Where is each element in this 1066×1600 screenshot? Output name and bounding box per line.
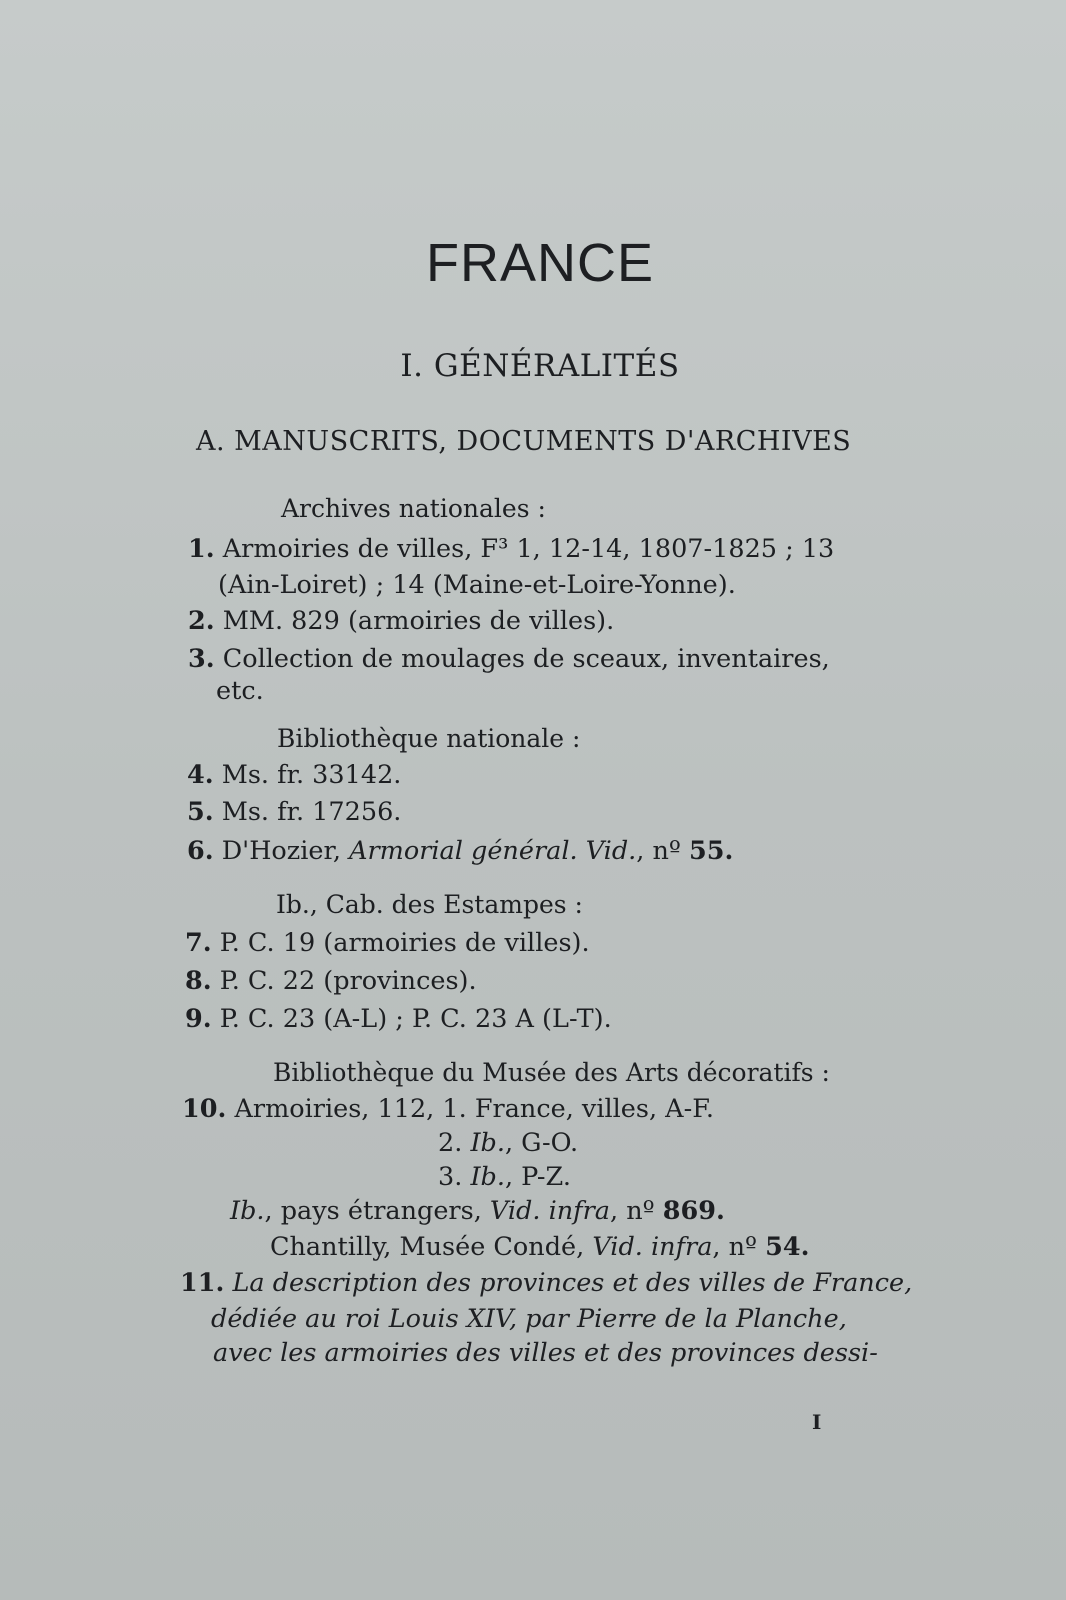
entry-7 bbox=[185, 928, 590, 958]
entry-number: 11. bbox=[180, 1268, 225, 1298]
entry-text: Ms. fr. 17256. bbox=[221, 797, 402, 827]
entry-reference-number: 869. bbox=[662, 1196, 725, 1226]
entry-number: 1. bbox=[188, 534, 215, 564]
entry-text: , pays étrangers, bbox=[264, 1196, 490, 1226]
entry-11-line-1 bbox=[180, 1268, 912, 1298]
section-heading: I. GÉNÉRALITÉS bbox=[400, 348, 680, 384]
entry-text: P. C. 19 (armoiries de villes). bbox=[219, 928, 590, 958]
entry-10-part-3 bbox=[438, 1162, 571, 1192]
entry-number: 7. bbox=[185, 928, 212, 958]
part-number: 3. bbox=[438, 1162, 471, 1192]
entry-title-italic: La description des provinces et des villes de France, bbox=[232, 1268, 913, 1298]
entry-title-italic: Armorial général. Vid. bbox=[349, 836, 637, 866]
ib-pays-etrangers bbox=[230, 1196, 725, 1226]
entry-text: P. C. 23 (A-L) ; P. C. 23 A (L-T). bbox=[219, 1004, 612, 1034]
entry-2 bbox=[188, 606, 614, 636]
vid-infra-italic: Vid. infra bbox=[592, 1232, 713, 1262]
entry-text: Armoiries, 112, 1. France, villes, A-F. bbox=[234, 1094, 715, 1124]
entry-5 bbox=[187, 797, 401, 827]
entry-10 bbox=[182, 1094, 714, 1124]
entry-number: 5. bbox=[187, 797, 214, 827]
entry-text: Armoiries de villes, F³ 1, 12-14, 1807-1825 ; 13 bbox=[222, 534, 835, 564]
entry-text: , nº bbox=[610, 1196, 663, 1226]
archives-nationales-heading: Archives nationales : bbox=[281, 494, 546, 523]
entry-text: , nº bbox=[712, 1232, 766, 1262]
entry-number: 9. bbox=[185, 1004, 212, 1034]
entry-1-line-2: (Ain-Loiret) ; 14 (Maine-et-Loire-Yonne). bbox=[218, 570, 736, 600]
part-range: , P-Z. bbox=[504, 1162, 571, 1192]
entry-text: MM. 829 (armoiries de villes). bbox=[222, 606, 615, 636]
entry-text: D'Hozier, bbox=[221, 836, 350, 866]
entry-number: 6. bbox=[187, 836, 214, 866]
entry-1-line-1 bbox=[188, 534, 834, 564]
entry-9 bbox=[185, 1004, 612, 1034]
entry-number: 2. bbox=[188, 606, 215, 636]
entry-text: Ms. fr. 33142. bbox=[221, 760, 402, 790]
vid-infra-italic: Vid. infra bbox=[489, 1196, 610, 1226]
bibliotheque-nationale-heading: Bibliothèque nationale : bbox=[277, 724, 581, 753]
page-title: FRANCE bbox=[425, 233, 654, 293]
estampes-heading: Ib., Cab. des Estampes : bbox=[276, 890, 583, 919]
entry-text: , nº bbox=[636, 836, 689, 866]
entry-text: Collection de moulages de sceaux, inventaires, bbox=[222, 644, 830, 674]
entry-11-line-3: avec les armoiries des villes et des provinces dessi- bbox=[213, 1338, 878, 1368]
subsection-heading: A. MANUSCRITS, DOCUMENTS D'ARCHIVES bbox=[196, 426, 852, 457]
entry-10-part-2 bbox=[438, 1128, 578, 1158]
entry-number: 8. bbox=[185, 966, 212, 996]
entry-number: 3. bbox=[188, 644, 215, 674]
ibidem-italic: Ib. bbox=[470, 1128, 505, 1158]
entry-6 bbox=[187, 836, 733, 866]
entry-3-line-2: etc. bbox=[216, 676, 264, 706]
page-folio: I bbox=[812, 1410, 822, 1434]
arts-decoratifs-heading: Bibliothèque du Musée des Arts décoratifs : bbox=[273, 1058, 830, 1087]
entry-number: 10. bbox=[182, 1094, 227, 1124]
entry-text: Chantilly, Musée Condé, bbox=[270, 1232, 593, 1262]
ibidem-italic: Ib. bbox=[230, 1196, 265, 1226]
entry-3-line-1 bbox=[188, 644, 830, 674]
entry-11-line-2: dédiée au roi Louis XIV, par Pierre de la Planche, bbox=[211, 1304, 847, 1334]
entry-number: 4. bbox=[187, 760, 214, 790]
entry-4 bbox=[187, 760, 401, 790]
part-range: , G-O. bbox=[504, 1128, 579, 1158]
ibidem-italic: Ib. bbox=[470, 1162, 505, 1192]
entry-reference-number: 54. bbox=[765, 1232, 810, 1262]
part-number: 2. bbox=[438, 1128, 471, 1158]
chantilly-line bbox=[270, 1232, 810, 1262]
entry-reference-number: 55. bbox=[688, 836, 734, 866]
entry-8 bbox=[185, 966, 477, 996]
entry-text: P. C. 22 (provinces). bbox=[219, 966, 477, 996]
